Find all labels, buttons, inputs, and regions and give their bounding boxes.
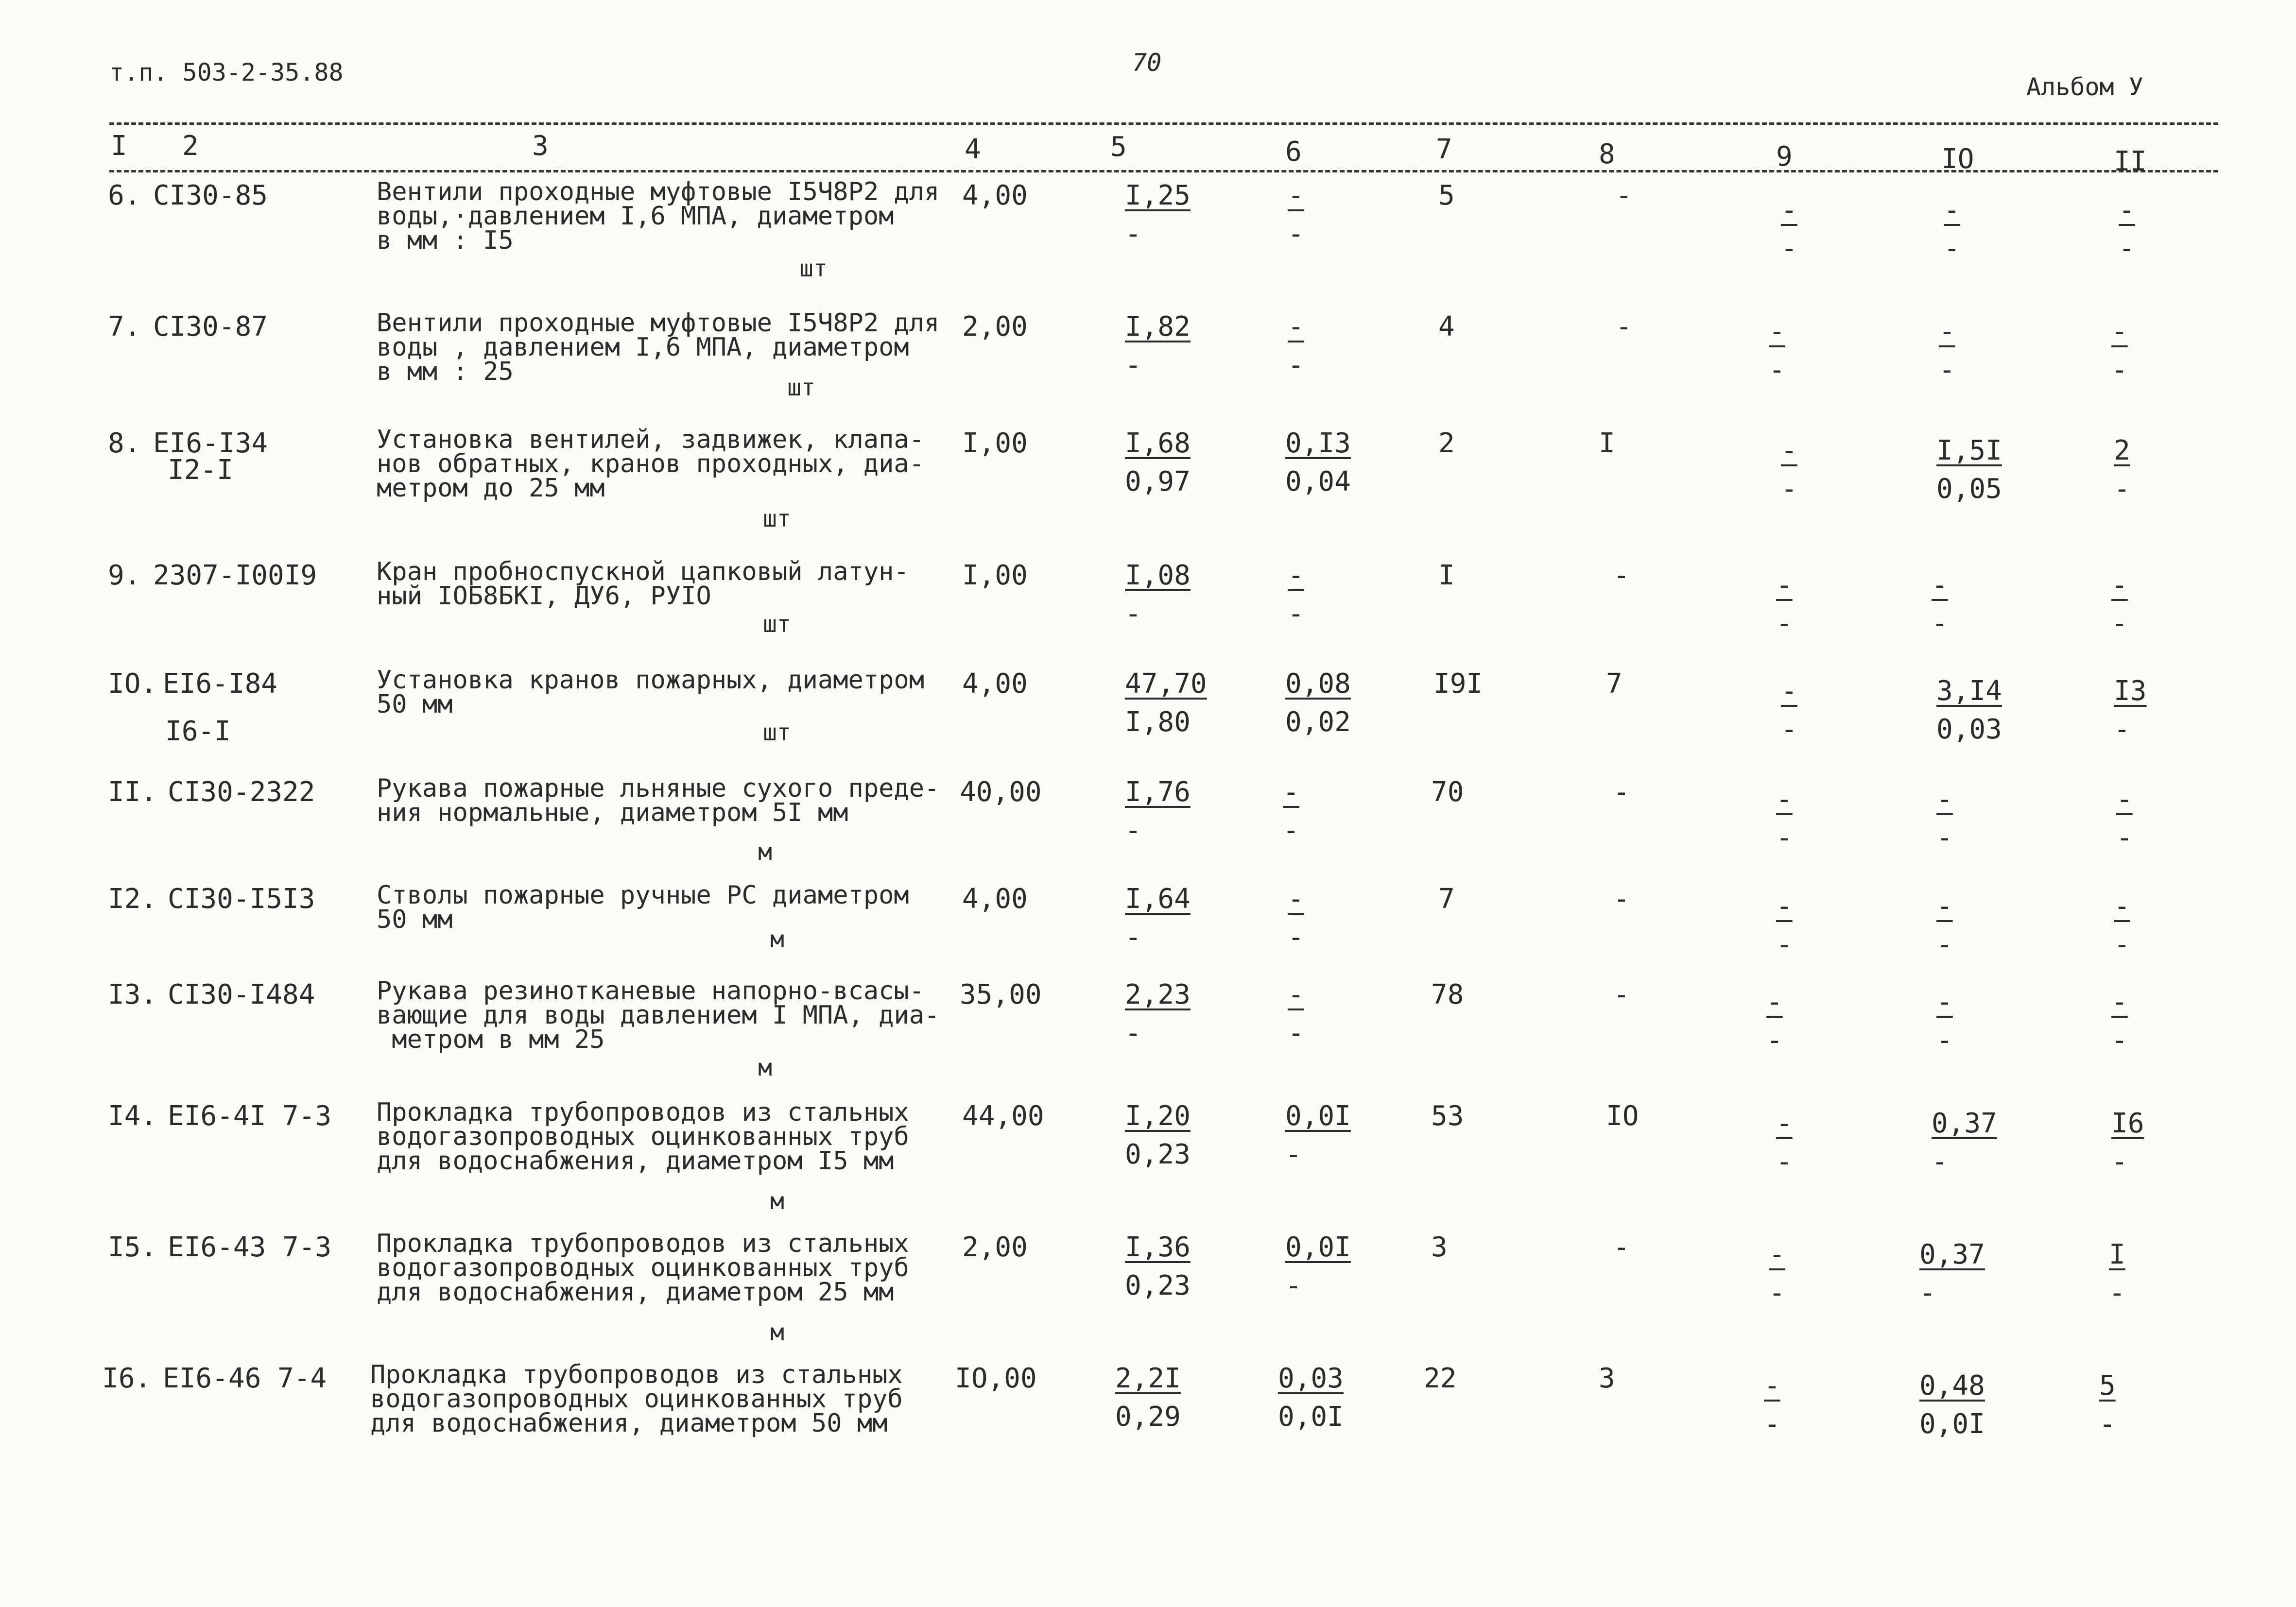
quantity: 4,00 bbox=[962, 668, 1028, 700]
row-number: 6. bbox=[108, 180, 141, 211]
column-number: 5 bbox=[1110, 131, 1127, 163]
col7-value: 3 bbox=[1431, 1231, 1448, 1263]
unit-of-measure: м bbox=[770, 1188, 784, 1215]
col11-value: - - bbox=[2114, 890, 2130, 960]
col10-value: I,5I 0,05 bbox=[1936, 435, 2002, 505]
col7-value: 4 bbox=[1438, 311, 1455, 342]
column-number: 3 bbox=[532, 130, 549, 162]
col9-value: - - bbox=[1764, 1370, 1780, 1440]
column-number: 2 bbox=[182, 130, 199, 162]
col10-value: - - bbox=[1944, 194, 1960, 264]
col10-value: 0,37 - bbox=[1932, 1108, 1997, 1178]
col11-value: 2 - bbox=[2114, 435, 2130, 505]
rate-code: EI6-43 7-3 bbox=[168, 1231, 332, 1263]
rate-code: CI30-I484 bbox=[168, 979, 315, 1010]
col10-value: - - bbox=[1932, 569, 1948, 639]
col8-value: IO bbox=[1606, 1100, 1639, 1132]
col10-value: 3,I4 0,03 bbox=[1936, 675, 2002, 745]
item-description: Установка вентилей, задвижек, клапа- нов обратных, кранов проходных, диа- метром до 25 мм bbox=[377, 425, 925, 503]
col5-value: 2,2I 0,29 bbox=[1115, 1363, 1181, 1433]
page-number: 70 bbox=[1132, 49, 1162, 77]
unit-of-measure: шт bbox=[787, 374, 815, 401]
row-number: I6. bbox=[102, 1363, 152, 1394]
rate-code: 2307-I00I9 bbox=[153, 560, 317, 591]
col5-value: I,25 - bbox=[1125, 180, 1191, 250]
unit-of-measure: м bbox=[770, 926, 784, 953]
rate-code: CI30-85 bbox=[153, 180, 268, 211]
col8-value: - bbox=[1613, 560, 1630, 591]
quantity: 2,00 bbox=[962, 311, 1028, 342]
row-number: IO. bbox=[108, 668, 157, 700]
col8-value: 3 bbox=[1599, 1363, 1615, 1394]
col6-value: - - bbox=[1288, 979, 1304, 1049]
quantity: 35,00 bbox=[960, 979, 1042, 1010]
col5-value: I,36 0,23 bbox=[1125, 1231, 1191, 1301]
rate-code: CI30-I5I3 bbox=[168, 883, 315, 915]
col9-value: - - bbox=[1769, 316, 1785, 386]
row-number: 8. bbox=[108, 427, 141, 459]
col7-value: 22 bbox=[1424, 1363, 1457, 1394]
col8-value: 7 bbox=[1606, 668, 1623, 700]
col11-value: - - bbox=[2111, 316, 2128, 386]
item-description: Прокладка трубопроводов из стальных водогазопроводных оцинкованных труб для водоснабжения, диаметром 25 мм bbox=[377, 1229, 909, 1307]
column-number: I bbox=[111, 130, 127, 162]
col8-value: - bbox=[1613, 883, 1630, 915]
col9-value: - - bbox=[1776, 1108, 1793, 1178]
quantity: 44,00 bbox=[962, 1100, 1044, 1132]
column-number: 8 bbox=[1599, 138, 1615, 170]
unit-of-measure: м bbox=[758, 838, 772, 866]
document-code: т.п. 503-2-35.88 bbox=[109, 58, 344, 86]
col11-value: - - bbox=[2116, 784, 2133, 854]
rate-code: CI30-2322 bbox=[168, 776, 315, 808]
col6-value: 0,03 0,0I bbox=[1278, 1363, 1344, 1433]
col11-value: I3 - bbox=[2114, 675, 2147, 745]
item-description: Прокладка трубопроводов из стальных водогазопроводных оцинкованных труб для водоснабжения, диаметром 50 мм bbox=[370, 1360, 903, 1438]
rate-code: CI30-87 bbox=[153, 311, 268, 342]
rate-code: EI6-I84 bbox=[163, 668, 278, 700]
col5-value: I,76 - bbox=[1125, 776, 1191, 846]
col11-value: I6 - bbox=[2111, 1108, 2144, 1178]
item-description: Установка кранов пожарных, диаметром 50 мм bbox=[377, 666, 925, 719]
item-description: Вентили проходные муфтовые I5Ч8Р2 для воды,·давлением I,6 МПА, диаметром в мм : I5 bbox=[377, 177, 940, 255]
col9-value: - - bbox=[1776, 890, 1793, 960]
rate-code: EI6-4I 7-3 bbox=[168, 1100, 332, 1132]
col6-value: - - bbox=[1288, 560, 1304, 630]
col8-value: - bbox=[1613, 979, 1630, 1010]
col8-value: I bbox=[1599, 427, 1615, 459]
col8-value: - bbox=[1616, 180, 1632, 211]
item-description: Рукава резинотканевые напорно-всасы- вающие для воды давлением I МПА, диа- метром в мм 25 bbox=[377, 976, 940, 1054]
header-rule-bottom bbox=[109, 170, 2218, 172]
column-number: 9 bbox=[1776, 141, 1793, 172]
quantity: I,00 bbox=[962, 560, 1028, 591]
col6-value: - - bbox=[1288, 180, 1304, 250]
col5-value: 2,23 - bbox=[1125, 979, 1191, 1049]
col7-value: 5 bbox=[1438, 180, 1455, 211]
col8-value: - bbox=[1616, 311, 1632, 342]
row-number: II. bbox=[108, 776, 157, 808]
rate-code: EI6-I34 bbox=[153, 427, 268, 459]
col10-value: - - bbox=[1936, 784, 1953, 854]
col11-value: - - bbox=[2111, 569, 2128, 639]
column-number: 4 bbox=[965, 134, 981, 165]
unit-of-measure: шт bbox=[799, 255, 828, 282]
unit-of-measure: шт bbox=[763, 505, 791, 532]
unit-of-measure: шт bbox=[763, 611, 791, 638]
col7-value: 78 bbox=[1431, 979, 1464, 1010]
col10-value: 0,48 0,0I bbox=[1919, 1370, 1985, 1440]
col6-value: 0,0I - bbox=[1285, 1100, 1351, 1170]
col5-value: I,20 0,23 bbox=[1125, 1100, 1191, 1170]
col5-value: 47,70 I,80 bbox=[1125, 668, 1207, 738]
col11-value: - - bbox=[2111, 986, 2128, 1056]
row-number: 7. bbox=[108, 311, 141, 342]
col6-value: - - bbox=[1288, 883, 1304, 953]
col6-value: - - bbox=[1283, 776, 1299, 846]
col9-value: - - bbox=[1776, 569, 1793, 639]
row-number: I4. bbox=[108, 1100, 157, 1132]
col6-value: - - bbox=[1288, 311, 1304, 381]
unit-of-measure: м bbox=[758, 1054, 772, 1081]
col10-value: - - bbox=[1939, 316, 1955, 386]
col9-value: - - bbox=[1776, 784, 1793, 854]
row-number: I5. bbox=[108, 1231, 157, 1263]
item-description: Кран пробноспускной цапковый латун- ный IOБ8БКI, ДУ6, РУIO bbox=[377, 557, 909, 611]
rate-code-secondary: I2-I bbox=[168, 454, 233, 486]
quantity: 2,00 bbox=[962, 1231, 1028, 1263]
column-number: II bbox=[2114, 146, 2147, 177]
col5-value: I,64 - bbox=[1125, 883, 1191, 953]
column-number: IO bbox=[1941, 143, 1974, 175]
col11-value: I - bbox=[2109, 1239, 2125, 1309]
col7-value: 53 bbox=[1431, 1100, 1464, 1132]
col9-value: - - bbox=[1781, 435, 1797, 505]
unit-of-measure: м bbox=[770, 1319, 784, 1346]
quantity: IO,00 bbox=[955, 1363, 1037, 1394]
col10-value: - - bbox=[1936, 986, 1953, 1056]
item-description: Стволы пожарные ручные РС диаметром 50 мм bbox=[377, 881, 909, 934]
quantity: 4,00 bbox=[962, 180, 1028, 211]
col5-value: I,08 - bbox=[1125, 560, 1191, 630]
col9-value: - - bbox=[1781, 194, 1797, 264]
col9-value: - - bbox=[1766, 986, 1783, 1056]
unit-of-measure: шт bbox=[763, 719, 791, 746]
item-description: Прокладка трубопроводов из стальных водогазопроводных оцинкованных труб для водоснабжения, диаметром I5 мм bbox=[377, 1098, 909, 1176]
col9-value: - - bbox=[1781, 675, 1797, 745]
col11-value: - - bbox=[2119, 194, 2135, 264]
col5-value: I,68 0,97 bbox=[1125, 427, 1191, 497]
row-number: I3. bbox=[108, 979, 157, 1010]
col7-value: I bbox=[1438, 560, 1455, 591]
col7-value: I9I bbox=[1433, 668, 1483, 700]
col7-value: 7 bbox=[1438, 883, 1455, 915]
column-number: 6 bbox=[1285, 136, 1302, 168]
col11-value: 5 - bbox=[2099, 1370, 2116, 1440]
column-number: 7 bbox=[1436, 134, 1452, 165]
col6-value: 0,08 0,02 bbox=[1285, 668, 1351, 738]
col6-value: 0,I3 0,04 bbox=[1285, 427, 1351, 497]
row-number: I2. bbox=[108, 883, 157, 915]
quantity: I,00 bbox=[962, 427, 1028, 459]
col7-value: 2 bbox=[1438, 427, 1455, 459]
rate-code: EI6-46 7-4 bbox=[163, 1363, 327, 1394]
rate-code-secondary: I6-I bbox=[165, 716, 231, 747]
row-number: 9. bbox=[108, 560, 141, 591]
col5-value: I,82 - bbox=[1125, 311, 1191, 381]
col8-value: - bbox=[1613, 776, 1630, 808]
album-label: Альбом У bbox=[2026, 73, 2143, 101]
item-description: Вентили проходные муфтовые I5Ч8Р2 для воды , давлением I,6 МПА, диаметром в мм : 25 bbox=[377, 308, 940, 386]
quantity: 4,00 bbox=[962, 883, 1028, 915]
col6-value: 0,0I - bbox=[1285, 1231, 1351, 1301]
header-rule-top bbox=[109, 122, 2218, 125]
col9-value: - - bbox=[1769, 1239, 1785, 1309]
col8-value: - bbox=[1613, 1231, 1630, 1263]
col7-value: 70 bbox=[1431, 776, 1464, 808]
quantity: 40,00 bbox=[960, 776, 1042, 808]
col10-value: 0,37 - bbox=[1919, 1239, 1985, 1309]
item-description: Рукава пожарные льняные сухого преде- ния нормальные, диаметром 5I мм bbox=[377, 774, 940, 827]
col10-value: - - bbox=[1936, 890, 1953, 960]
